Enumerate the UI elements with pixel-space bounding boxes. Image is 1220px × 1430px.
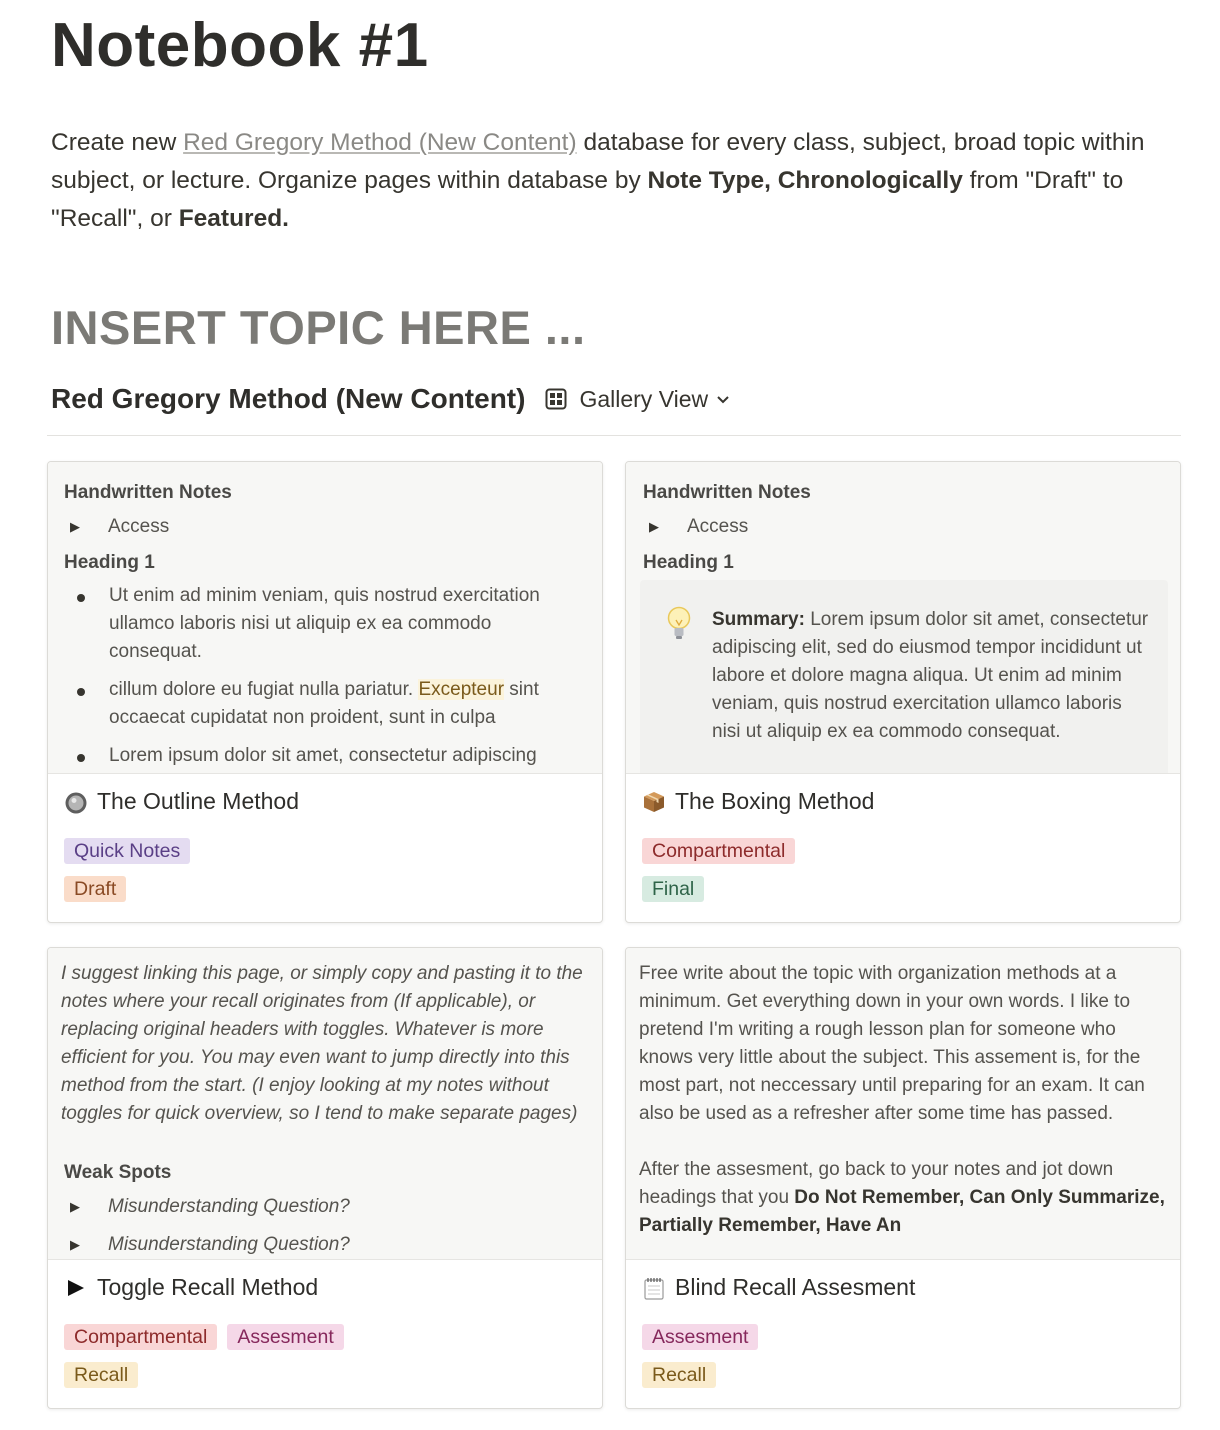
card-preview	[48, 948, 602, 1260]
preview-toggle	[70, 1234, 350, 1256]
toggle-label: Misunderstanding Question?	[108, 1234, 350, 1255]
gallery-card-boxing-method[interactable]	[625, 461, 1181, 923]
toggle-label: Access	[687, 516, 749, 537]
tag-compartmental: Compartmental	[642, 838, 795, 864]
tag-compartmental: Compartmental	[64, 1324, 217, 1350]
toggle-triangle-icon: ▶	[70, 519, 80, 534]
spiral-notepad-icon	[642, 1276, 666, 1300]
paragraph-gap	[639, 1128, 1171, 1156]
database-link[interactable]: Red Gregory Method (New Content)	[183, 129, 577, 156]
bullet-text: cillum dolore eu fugiat nulla pariatur.	[109, 679, 414, 700]
paragraph-bold: Do Not Remember, Can Only Summarize, Partially Remember, Have An	[639, 1187, 1165, 1236]
card-title[interactable]	[642, 1274, 915, 1301]
tag-final: Final	[642, 876, 704, 902]
list-item: Lorem ipsum dolor sit amet, consectetur adipiscing	[64, 742, 564, 770]
tag-row	[64, 838, 190, 864]
bullet-text: sint occaecat cupidatat non proident, sunt in culpa	[109, 679, 539, 728]
card-title[interactable]	[64, 1274, 318, 1301]
preview-paragraph	[639, 1156, 1171, 1240]
card-preview	[626, 462, 1180, 774]
preview-heading: Heading 1	[64, 552, 155, 573]
intro-text-1: Create new	[51, 129, 184, 156]
paragraph-text: After the assesment, go back to your notes and jot down headings that you	[639, 1159, 1114, 1208]
view-switcher[interactable]	[545, 386, 730, 413]
tag-row	[642, 876, 704, 902]
card-title[interactable]	[642, 788, 874, 815]
preview-toggle	[70, 1196, 350, 1218]
intro-paragraph	[51, 124, 1161, 238]
tag-row	[642, 1324, 758, 1350]
callout-label: Summary:	[712, 609, 805, 630]
summary-callout	[640, 580, 1168, 774]
toggle-triangle-icon: ▶	[70, 1237, 80, 1252]
database-header	[51, 383, 730, 415]
preview-section-label: Handwritten Notes	[643, 482, 811, 503]
list-item: Ut enim ad minim veniam, quis nostrud exercitation ullamco laboris nisi ut aliquip ex ea commodo consequat.	[64, 582, 564, 666]
gallery-card-toggle-recall-method[interactable]	[47, 947, 603, 1409]
preview-text	[639, 960, 1171, 1240]
tag-recall: Recall	[642, 1362, 716, 1388]
toggle-label: Access	[108, 516, 170, 537]
divider	[47, 435, 1181, 436]
intro-text-2: database for every class, subject, broad topic within subject, or lecture. Organize pages within database by	[51, 129, 1145, 194]
tag-recall: Recall	[64, 1362, 138, 1388]
preview-heading: Heading 1	[643, 552, 734, 573]
tag-assesment: Assesment	[642, 1324, 758, 1350]
preview-section-label: Weak Spots	[64, 1162, 172, 1183]
package-box-icon	[642, 790, 666, 814]
card-title[interactable]	[64, 788, 299, 815]
tag-row	[64, 1362, 138, 1388]
tag-quick-notes: Quick Notes	[64, 838, 190, 864]
intro-text-3: from "Draft" to "Recall", or	[51, 167, 1124, 232]
gallery-card-outline-method[interactable]	[47, 461, 603, 923]
tag-assesment: Assesment	[227, 1324, 343, 1350]
tag-row	[642, 1362, 716, 1388]
card-title-text: Toggle Recall Method	[97, 1274, 319, 1300]
play-triangle-icon	[64, 1276, 88, 1300]
toggle-triangle-icon: ▶	[70, 1199, 80, 1214]
lightbulb-icon	[666, 606, 692, 642]
tag-row	[64, 1324, 344, 1350]
topic-heading: INSERT TOPIC HERE ...	[51, 301, 586, 354]
preview-italic-text: I suggest linking this page, or simply copy and pasting it to the notes where your recall originates from (If applicable), or replacing original headers with toggles. Whatever is more efficient for you. You may even want to jump directly into this method from the start. (I enjoy looking at my notes without toggles for quick overview, so I tend to make separate pages)	[61, 963, 583, 1124]
callout-body: Lorem ipsum dolor sit amet, consectetur adipiscing elit, sed do eiusmod tempor incididunt ut labore et dolore magna aliqua. Ut enim ad minim veniam, quis nostrud exercitation ullamco laboris nisi ut aliquip ex ea commodo consequat.	[712, 609, 1149, 742]
preview-toggle	[649, 516, 748, 538]
intro-bold-1: Note Type, Chronologically	[647, 167, 963, 194]
card-preview	[626, 948, 1180, 1260]
tag-row	[642, 838, 795, 864]
tag-row	[64, 876, 126, 902]
chevron-down-icon	[716, 392, 730, 406]
card-title-text: Blind Recall Assesment	[675, 1274, 916, 1300]
preview-section-label: Handwritten Notes	[64, 482, 232, 503]
database-title[interactable]: Red Gregory Method (New Content)	[51, 383, 526, 414]
list-item	[64, 676, 564, 732]
card-title-text: The Outline Method	[97, 788, 300, 814]
view-label: Gallery View	[579, 385, 709, 412]
preview-toggle	[70, 516, 169, 538]
card-title-text: The Boxing Method	[675, 788, 875, 814]
callout-text	[712, 606, 1152, 746]
gallery-card-blind-recall-assesment[interactable]	[625, 947, 1181, 1409]
gallery-grid-icon	[545, 388, 567, 410]
highlighted-text: Excepteur	[418, 679, 505, 700]
preview-bullet-list	[64, 582, 564, 774]
toggle-label: Misunderstanding Question?	[108, 1196, 350, 1217]
toggle-triangle-icon: ▶	[649, 519, 659, 534]
preview-paragraph: Free write about the topic with organization methods at a minimum. Get everything down in your own words. I like to pretend I'm writing a rough lesson plan for someone who knows very little about the subject. This assement is, for the most part, not neccessary until preparing for an exam. It can also be used as a refresher after some time has passed.	[639, 963, 1145, 1124]
card-preview	[48, 462, 602, 774]
round-pushpin-gray-icon	[64, 790, 88, 814]
intro-bold-2: Featured.	[178, 205, 289, 232]
page-title: Notebook #1	[51, 11, 429, 80]
tag-draft: Draft	[64, 876, 126, 902]
